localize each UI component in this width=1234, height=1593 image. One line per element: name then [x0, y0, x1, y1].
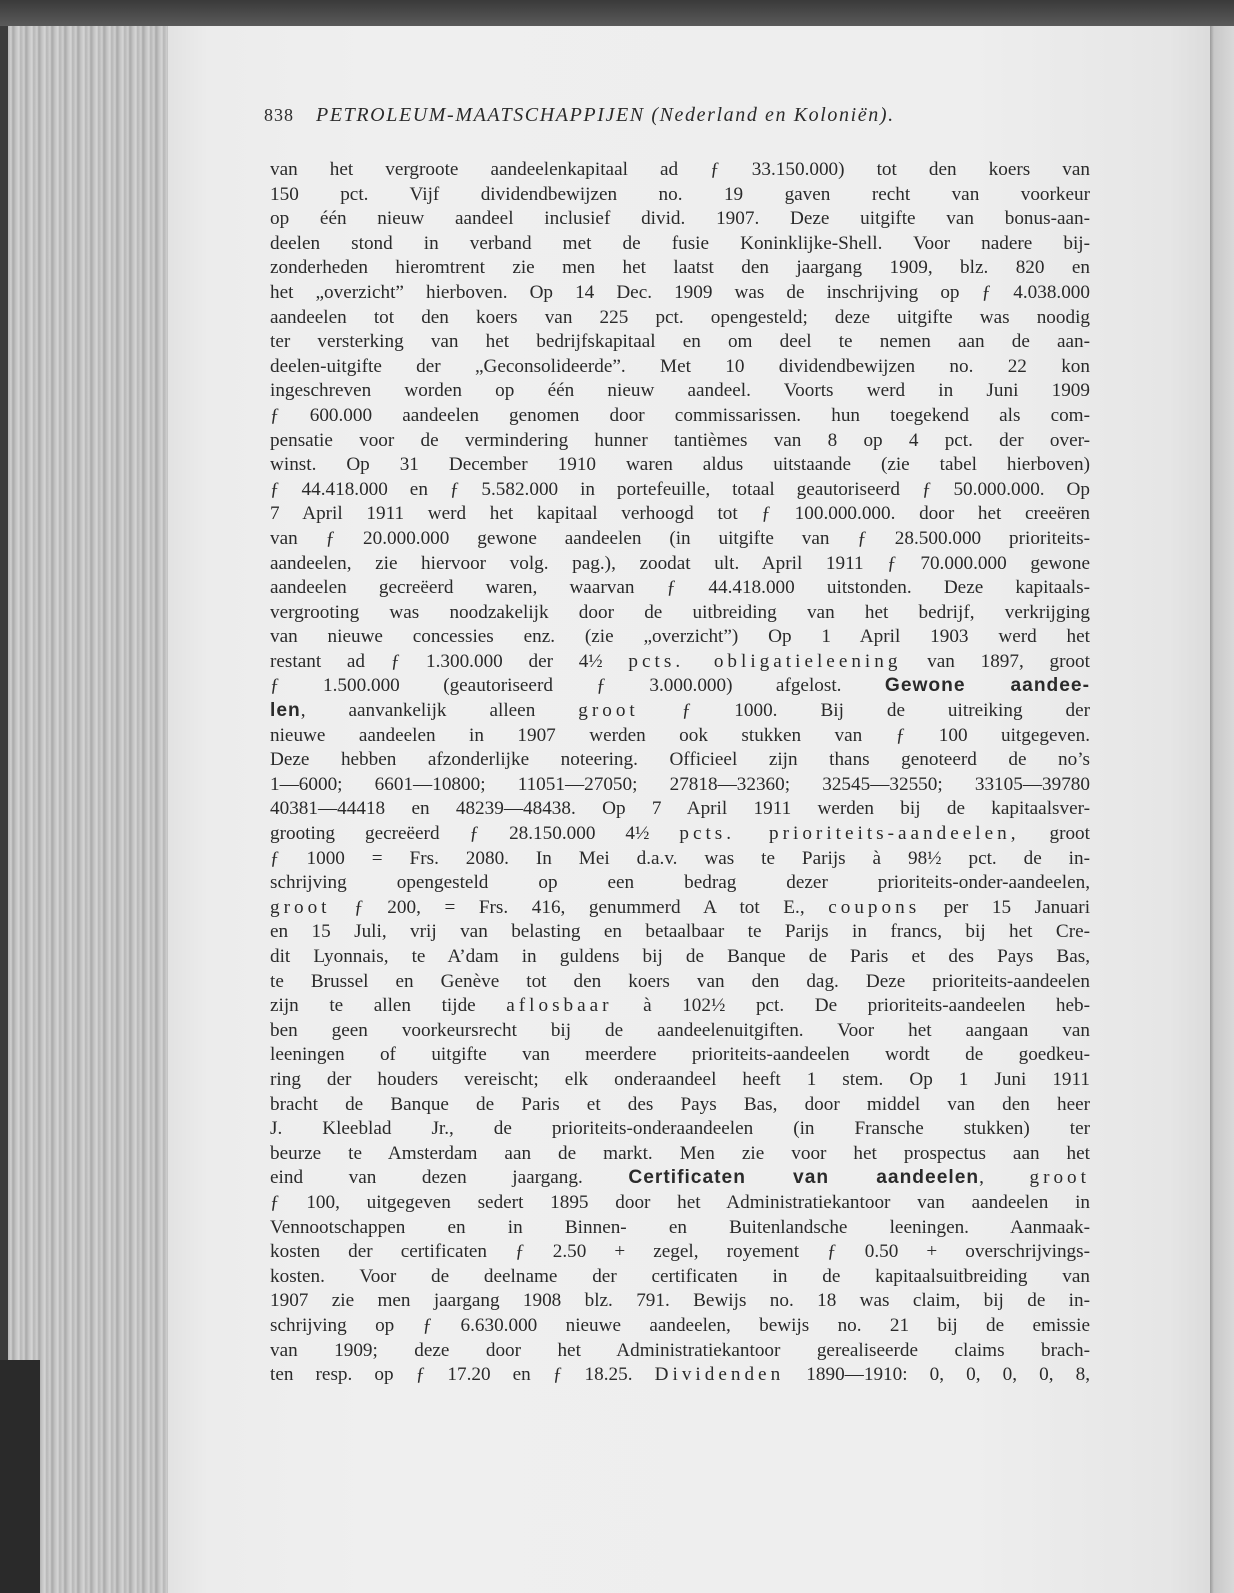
text-line	[270, 1166, 1090, 1191]
text-line: kosten der certificaten ƒ 2.50 + zegel, royement ƒ 0.50 + overschrijvings-	[270, 1241, 1090, 1263]
section-heading-certificaten: Certificaten van aandeelen	[628, 1167, 980, 1189]
section-heading-gewone-aandeelen: Gewone aandee-	[884, 675, 1090, 697]
text-line	[270, 896, 1090, 921]
book-gutter-edge	[1210, 26, 1234, 1593]
text-line: nieuwe aandeelen in 1907 werden ook stukken van ƒ 100 uitgegeven.	[270, 724, 1090, 746]
text-line: Vennootschappen en in Binnen- en Buitenlandsche leeningen. Aanmaak-	[270, 1216, 1090, 1238]
spaced-term: coupons	[828, 896, 921, 918]
text-run: per 15 Januari	[943, 896, 1091, 918]
text-line: ƒ 44.418.000 en ƒ 5.582.000 in portefeuille, totaal geautoriseerd ƒ 50.000.000. Op	[270, 478, 1090, 500]
text-line: ƒ 100, uitgegeven sedert 1895 door het Administratiekantoor van aandeelen in	[270, 1191, 1090, 1213]
text-line: het „overzicht” hierboven. Op 14 Dec. 1909 was de inschrijving op ƒ 4.038.000	[270, 281, 1090, 303]
text-line: op één nieuw aandeel inclusief divid. 1907. Deze uitgifte van bonus-aan-	[270, 208, 1090, 230]
text-run: grooting gecreëerd ƒ 28.150.000 4½	[270, 823, 650, 845]
text-run: à 102½ pct. De prioriteits-aandeelen heb-	[643, 995, 1091, 1017]
page-number: 838	[264, 105, 294, 125]
text-line: bracht de Banque de Paris et des Pays Bas, door middel van den heer	[270, 1093, 1090, 1115]
text-line: 7 April 1911 werd het kapitaal verhoogd tot ƒ 100.000.000. door het creeëren	[270, 503, 1090, 525]
text-line: dit Lyonnais, te A’dam in guldens bij de Banque de Paris et des Pays Bas,	[270, 946, 1090, 967]
text-line: ingeschreven worden op één nieuw aandeel. Voorts werd in Juni 1909	[270, 380, 1090, 402]
text-line: 40381—44418 en 48239—48438. Op 7 April 1911 werden bij de kapitaalsver-	[270, 798, 1090, 820]
text-line: van het vergroote aandeelenkapitaal ad ƒ 33.150.000) tot den koers van	[270, 159, 1090, 180]
text-line: 150 pct. Vijf dividendbewijzen no. 19 gaven recht van voorkeur	[270, 183, 1090, 205]
text-line	[270, 699, 1090, 724]
text-run: 1890—1910: 0, 0, 0, 0, 8,	[806, 1364, 1090, 1386]
book-page-edges	[8, 26, 168, 1593]
text-line: leeningen of uitgifte van meerdere prioriteits-aandeelen wordt de goedkeu-	[270, 1044, 1090, 1066]
text-line: aandeelen tot den koers van 225 pct. opengesteld; deze uitgifte was noodig	[270, 306, 1090, 328]
text-run: ƒ 1000. Bij de uitreiking der	[681, 700, 1090, 722]
text-run: restant ad ƒ 1.300.000 der 4½	[270, 650, 603, 672]
text-line: van nieuwe concessies enz. (zie „overzicht”) Op 1 April 1903 werd het	[270, 626, 1090, 648]
text-line: ƒ 1000 = Frs. 2080. In Mei d.a.v. was te Parijs à 98½ pct. de in-	[270, 847, 1090, 869]
text-line: 1—6000; 6601—10800; 11051—27050; 27818—32360; 32545—32550; 33105—39780	[270, 773, 1090, 795]
spaced-term-dividenden: Dividenden	[654, 1364, 785, 1386]
text-line: vergrooting was noodzakelijk door de uitbreiding van het bedrijf, verkrijging	[270, 601, 1090, 623]
text-line: kosten. Voor de deelname der certificaten in de kapitaalsuitbreiding van	[270, 1265, 1090, 1287]
text-run: ƒ 200, = Frs. 416, genummerd A tot E.,	[354, 896, 805, 918]
text-line: winst. Op 31 December 1910 waren aldus uitstaande (zie tabel hierboven)	[270, 454, 1090, 476]
spaced-term: groot	[270, 896, 331, 918]
text-line: schrijving opengesteld op een bedrag dezer prioriteits-onder-aandeelen,	[270, 872, 1090, 894]
text-line: van ƒ 20.000.000 gewone aandeelen (in uitgifte van ƒ 28.500.000 prioriteits-	[270, 527, 1090, 549]
text-run: zijn te allen tijde	[270, 995, 476, 1017]
text-line: te Brussel en Genève tot den koers van den dag. Deze prioriteits-aandeelen	[270, 970, 1090, 992]
text-line: aandeelen gecreëerd waren, waarvan ƒ 44.418.000 uitstonden. Deze kapitaals-	[270, 577, 1090, 599]
text-line: en 15 Juli, vrij van belasting en betaalbaar te Parijs in francs, bij het Cre-	[270, 921, 1090, 943]
text-line	[270, 994, 1090, 1019]
body-paragraph	[270, 158, 1090, 1388]
text-run: eind van dezen jaargang.	[270, 1167, 583, 1189]
text-line: J. Kleeblad Jr., de prioriteits-onderaandeelen (in Fransche stukken) ter	[270, 1118, 1090, 1140]
scan-corner-shadow	[0, 1360, 40, 1593]
spaced-term: pcts. prioriteits-aandeelen,	[679, 823, 1020, 845]
running-header	[264, 104, 1084, 134]
text-line: schrijving op ƒ 6.630.000 nieuwe aandeelen, bewijs no. 21 bij de emissie	[270, 1314, 1090, 1336]
text-line: pensatie voor de vermindering hunner tantièmes van 8 op 4 pct. der over-	[270, 429, 1090, 451]
text-line: Deze hebben afzonderlijke noteering. Officieel zijn thans genoteerd de no’s	[270, 749, 1090, 771]
spaced-term: groot	[578, 700, 639, 722]
text-line: zonderheden hieromtrent zie men het laatst den jaargang 1909, blz. 820 en	[270, 257, 1090, 279]
text-line: 1907 zie men jaargang 1908 blz. 791. Bewijs no. 18 was claim, bij de in-	[270, 1290, 1090, 1312]
spaced-term: groot	[1029, 1167, 1090, 1189]
text-line: deelen stond in verband met de fusie Koninklijke-Shell. Voor nadere bij-	[270, 232, 1090, 254]
text-line	[270, 1363, 1090, 1388]
text-line: ben geen voorkeursrecht bij de aandeelenuitgiften. Voor het aangaan van	[270, 1019, 1090, 1041]
spaced-term: pcts. obligatieleening	[628, 650, 902, 672]
text-line: ring der houders vereischt; elk onderaandeel heeft 1 stem. Op 1 Juni 1911	[270, 1068, 1090, 1090]
section-heading-gewone-aandeelen-cont: len	[270, 700, 301, 722]
text-line: ƒ 600.000 aandeelen genomen door commissarissen. hun toegekend als com-	[270, 404, 1090, 426]
text-run: ƒ 1.500.000 (geautoriseerd ƒ 3.000.000) afgelost.	[270, 675, 842, 697]
text-line: aandeelen, zie hiervoor volg. pag.), zoodat ult. April 1911 ƒ 70.000.000 gewone	[270, 552, 1090, 574]
text-run: van 1897, groot	[927, 650, 1090, 672]
text-line: beurze te Amsterdam aan de markt. Men zie voor het prospectus aan het	[270, 1142, 1090, 1164]
text-run: groot	[1049, 823, 1090, 845]
text-line	[270, 822, 1090, 847]
text-run: , aanvankelijk alleen	[300, 700, 536, 722]
text-run: ten resp. op ƒ 17.20 en ƒ 18.25.	[270, 1364, 633, 1386]
text-line: deelen-uitgifte der „Geconsolideerde”. Met 10 dividendbewijzen no. 22 kon	[270, 355, 1090, 377]
scan-top-shadow	[0, 0, 1234, 26]
text-line: van 1909; deze door het Administratiekantoor gerealiseerde claims brach-	[270, 1339, 1090, 1361]
text-run: ,	[979, 1167, 984, 1189]
text-line	[270, 650, 1090, 675]
text-line	[270, 674, 1090, 699]
running-title: PETROLEUM-MAATSCHAPPIJEN (Nederland en Koloniën).	[316, 104, 895, 126]
spaced-term: aflosbaar	[506, 995, 613, 1017]
text-line: ter versterking van het bedrijfskapitaal en om deel te nemen aan de aan-	[270, 331, 1090, 353]
